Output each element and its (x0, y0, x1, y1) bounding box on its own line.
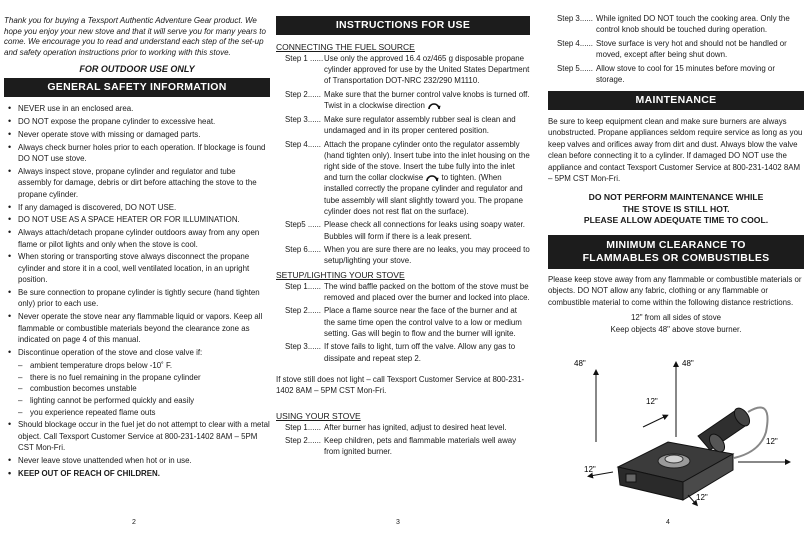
step-number: Step 2...... (285, 90, 321, 99)
page-2 (4, 0, 270, 534)
using-step (548, 13, 804, 35)
intro-text: Thank you for buying a Texsport Authentic Adventure Gear product. We hope you enjoy your new stove and that it will serve you for many years to come. We encourage you to read and understand each step of the set-up and safety operation instructions prior to working with this stove. (4, 16, 266, 57)
page-number: 2 (132, 519, 136, 526)
connect-step (276, 53, 530, 87)
safety-rules-list (4, 103, 270, 479)
safety-sub-rule: – you experience repeated flame outs (4, 407, 270, 418)
step-number: Step 1 ...... (285, 54, 324, 63)
not-light-note: If stove still does not light – call Texsport Customer Service at 800-231-1402 8AM – 5PM CST Mon-Fri. (276, 374, 525, 396)
setup-step (276, 305, 530, 339)
safety-rule: • Always check burner holes prior to each operation. If blockage is found DO NOT use stove. (4, 142, 270, 165)
step-text: Use only the approved 16.4 oz/465 g disposable propane cylinder approved for use by the United States Department of Transportation DOT-NRC 232/290 M1110. (324, 54, 530, 86)
using-step (276, 435, 530, 457)
clearance-text: Please keep stove away from any flammable or combustible materials or objects. DO NOT allow any fabric, clothing or any flammable or combustible material to come within the following distance restrictions. (548, 275, 802, 307)
clearance-title (548, 235, 804, 269)
label-up-left: 48" (574, 359, 586, 368)
clearance-line-2: Keep objects 48" above stove burner. (610, 324, 742, 334)
clockwise-arrow-icon (425, 174, 439, 182)
step-text: While ignited DO NOT touch the cooking area. Only the control knob should be touched during operation. (596, 14, 790, 35)
safety-sub-rule: – ambient temperature drops below -10˚ F. (4, 360, 270, 371)
safety-rule: • Should blockage occur in the fuel jet do not attempt to clear with a metal object. Call Texsport Customer Service at 800-231-1402 8AM – 5PM CST Mon-Fri. (4, 419, 270, 453)
connecting-heading: CONNECTING THE FUEL SOURCE (276, 42, 415, 52)
step-number: Step 3...... (557, 14, 593, 23)
warning-line: DO NOT PERFORM MAINTENANCE WHILE (588, 192, 764, 203)
safety-rule: • Be sure connection to propane cylinder is tightly secure (hand tighten only) prior to each use. (4, 287, 270, 310)
safety-rule-children: • KEEP OUT OF REACH OF CHILDREN. (4, 468, 270, 479)
control-knob (626, 474, 636, 482)
label-back: 12" (646, 397, 658, 406)
safety-sub-rule: – lighting cannot be performed quickly and easily (4, 395, 270, 406)
step-number: Step5 ...... (285, 220, 321, 230)
warning-line: PLEASE ALLOW ADEQUATE TIME TO COOL. (583, 214, 769, 225)
safety-sub-rule: – combustion becomes unstable (4, 383, 270, 394)
safety-rule: • Never operate stove with missing or damaged parts. (4, 129, 270, 140)
safety-rule: • Never operate the stove near any flammable liquid or vapors. Keep all flammable or combustible materials beyond the clearance zone as indicated on page 4 of this manual. (4, 311, 270, 345)
step-text: Place a flame source near the face of the burner and at the same time open the control valve to a low or medium setting. Gas will begin to flow and the burner will ignite. (324, 306, 522, 338)
using-step (548, 63, 804, 85)
step-text: Make sure regulator assembly rubber seal is clean and undamaged and in its proper centered position. (324, 114, 516, 135)
step-number: Step 1...... (285, 422, 321, 432)
safety-rule: • If any damaged is discovered, DO NOT USE. (4, 202, 270, 213)
safety-sub-rule: – there is no fuel remaining in the propane cylinder (4, 372, 270, 383)
safety-rule: • Always attach/detach propane cylinder outdoors away from any open flame or pilot lights and only when the stove is cool. (4, 227, 270, 250)
clearance-diagram (548, 352, 804, 507)
step-number: Step 2...... (285, 306, 321, 316)
safety-rule: • Never leave stove unattended when hot or in use. (4, 455, 270, 466)
step-text: After burner has ignited, adjust to desired heat level. (324, 422, 507, 432)
step-text: Allow stove to cool for 15 minutes before moving or storage. (596, 63, 775, 84)
step-text: Please check all connections for leaks using soapy water. Bubbles will form if there is a leak present. (324, 220, 525, 241)
safety-rule: • When storing or transporting stove always disconnect the propane cylinder and store it in a cool, well ventilated location, in an upright position. (4, 251, 270, 285)
clockwise-arrow-icon (427, 102, 441, 110)
page-3 (276, 0, 530, 534)
maintenance-warning (548, 192, 804, 226)
safety-rule: • DO NOT expose the propane cylinder to excessive heat. (4, 116, 270, 127)
front-arrow (688, 495, 696, 504)
back-arrow (643, 416, 666, 427)
clearance-title-line: FLAMMABLES OR COMBUSTIBLES (582, 252, 770, 265)
step-number: Step 2...... (285, 436, 321, 446)
label-up-right: 48" (682, 359, 694, 368)
maintenance-title: MAINTENANCE (548, 91, 804, 110)
step-text: Keep children, pets and flammable materials well away from ignited burner. (324, 436, 517, 457)
step-text (324, 139, 530, 217)
using-heading: USING YOUR STOVE (276, 410, 361, 421)
step-number: Step 4...... (285, 139, 321, 149)
setup-heading: SETUP/LIGHTING YOUR STOVE (276, 269, 405, 280)
step-number: Step 1...... (285, 281, 321, 291)
step-text-tail: to tighten. (When installed correctly the propane cylinder and regulator and tube assembly will slant slightly toward you. The propane cylinder does not rest flat on the surface). (324, 173, 523, 216)
clearance-line-1: 12" from all sides of stove (630, 313, 722, 323)
step-number: Step 5...... (557, 63, 593, 73)
connect-step (276, 219, 530, 241)
safety-rule: • Always inspect stove, propane cylinder and regulator and tube assembly for damage, debris or dirt before attaching the stove to the propane cylinder. (4, 166, 270, 200)
safety-rule: • DO NOT USE AS A SPACE HEATER OR FOR ILLUMINATION. (4, 214, 270, 225)
outdoor-use-note: FOR OUTDOOR USE ONLY (79, 64, 195, 75)
instructions-title: INSTRUCTIONS FOR USE (276, 16, 530, 35)
label-left: 12" (584, 465, 596, 474)
step-number: Step 3...... (285, 114, 321, 124)
step-text: When you are sure there are no leaks, you may proceed to setup/lighting your stove. (324, 245, 530, 266)
step-text (324, 89, 530, 111)
step-number: Step 4...... (557, 38, 593, 48)
using-step (276, 422, 530, 433)
step-text: The wind baffle packed on the bottom of the stove must be removed and placed over the burner and locked into place. (324, 281, 530, 302)
page-4 (548, 0, 804, 534)
setup-step (276, 341, 530, 363)
step-text: If stove fails to light, turn off the valve. Allow any gas to dissipate and repeat step 2. (324, 342, 516, 363)
connect-step (276, 244, 530, 266)
burner-cap (665, 455, 683, 463)
maintenance-text: Be sure to keep equipment clean and make sure burners are always unobstructed. Propane appliances seldom require service as long as you keep valves and orifices away from dirt and dust. Always blow the valve clean before connecting it to a cylinder. If damaged DO NOT use the appliance and contact Texsport Customer Service at 800-231-1402 8AM – 5PM CST Mon-Fri. (548, 117, 803, 184)
step-text-body: Attach the propane cylinder onto the regulator assembly (hand tighten only). Insert tube into the inlet housing on the right side of the stove. Insert the tube fully into the inlet and turn the collar clockwise (324, 139, 530, 183)
using-step (548, 38, 804, 60)
page-number: 3 (396, 519, 400, 526)
step-number: Step 6...... (285, 245, 321, 255)
label-front: 12" (696, 493, 708, 502)
step-number: Step 3...... (285, 342, 321, 352)
safety-title: GENERAL SAFETY INFORMATION (4, 78, 270, 97)
step-text: Stove surface is very hot and should not be handled or moved, except after being shut down. (596, 38, 787, 59)
connect-step (276, 139, 530, 217)
connect-step (276, 114, 530, 136)
safety-rule: • NEVER use in an enclosed area. (4, 103, 270, 114)
safety-rule: • Discontinue operation of the stove and close valve if: (4, 347, 270, 358)
label-right: 12" (766, 437, 778, 446)
step-text-body: Make sure that the burner control valve knobs is turned off. Twist in a clockwise direction (324, 90, 530, 111)
connect-step (276, 89, 530, 111)
clearance-title-line: MINIMUM CLEARANCE TO (606, 239, 746, 252)
setup-step (276, 281, 530, 303)
page-number: 4 (666, 519, 670, 526)
warning-line: THE STOVE IS STILL HOT. (622, 203, 730, 214)
